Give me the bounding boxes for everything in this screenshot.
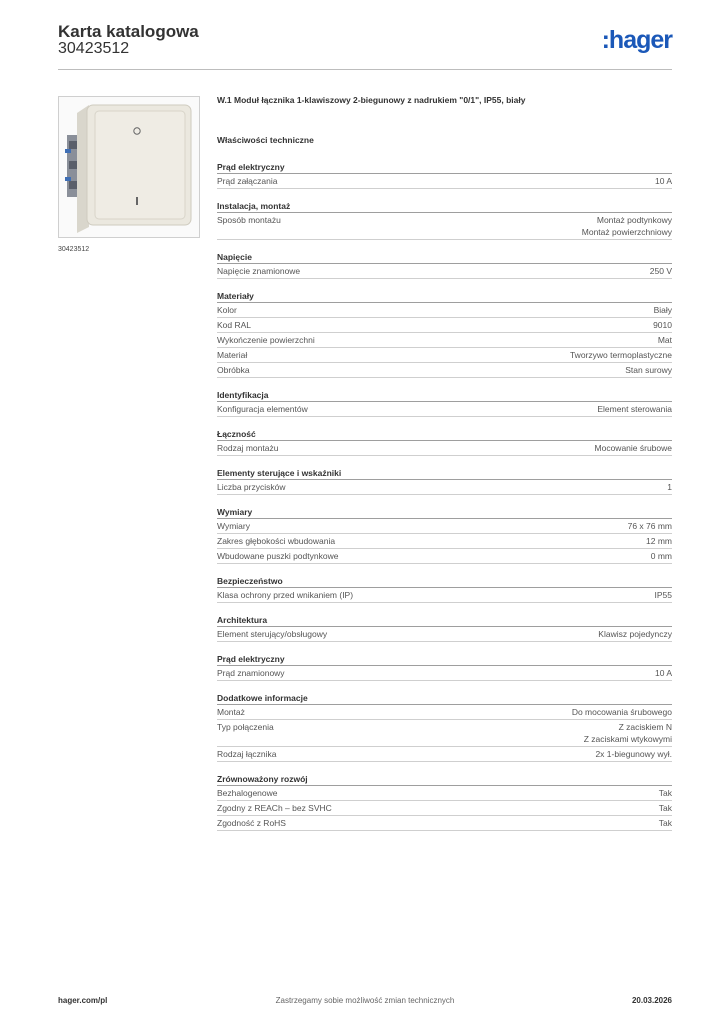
document-title: Karta katalogowa (58, 22, 199, 41)
spec-value (598, 628, 672, 640)
spec-value (655, 175, 672, 187)
spec-group-title: Instalacja, montaż (217, 199, 672, 213)
spec-value (658, 334, 672, 346)
spec-value-line: Element sterowania (597, 404, 672, 414)
spec-row (217, 705, 672, 720)
footer-website[interactable]: hager.com/pl (58, 996, 108, 1005)
spec-group-title: Identyfikacja (217, 388, 672, 402)
spec-value-line: 9010 (653, 320, 672, 330)
spec-value (653, 319, 672, 331)
spec-row (217, 480, 672, 495)
document-number: 30423512 (58, 40, 130, 57)
spec-value (650, 265, 672, 277)
footer-disclaimer: Zastrzegamy sobie możliwość zmian technicznych (275, 996, 455, 1005)
spec-value (572, 706, 672, 718)
spec-row (217, 174, 672, 189)
spec-label: Typ połączenia (217, 722, 274, 732)
spec-value-line: 10 A (654, 668, 672, 678)
spec-label: Kod RAL (217, 320, 252, 330)
spec-value (655, 667, 672, 679)
spec-value-line: Do mocowania śrubowego (571, 707, 672, 717)
spec-label: Zakres głębokości wbudowania (217, 536, 336, 546)
spec-row (217, 441, 672, 456)
spec-label: Liczba przycisków (217, 482, 286, 492)
spec-value-line: Montaż powierzchniowy (581, 227, 672, 237)
spec-value-line: 12 mm (646, 536, 672, 546)
spec-label: Kolor (217, 305, 237, 315)
spec-label: Rodzaj łącznika (217, 749, 277, 759)
properties-heading: Właściwości techniczne (217, 135, 314, 145)
spec-label: Wymiary (217, 521, 250, 531)
spec-label: Bezhalogenowe (217, 788, 278, 798)
spec-value-line: 76 x 76 mm (627, 521, 672, 531)
spec-group-title: Łączność (217, 427, 672, 441)
spec-label: Wbudowane puszki podtynkowe (217, 551, 339, 561)
spec-label: Zgodność z RoHS (217, 818, 286, 828)
spec-label: Konfiguracja elementów (217, 404, 308, 414)
footer-date: 20.03.2026 (631, 996, 672, 1005)
spec-value-line: Tak (658, 803, 672, 813)
spec-value (651, 550, 672, 562)
spec-group-title: Napięcie (217, 250, 672, 264)
spec-group (217, 250, 672, 279)
spec-label: Materiał (217, 350, 248, 360)
spec-value-line: 1 (667, 482, 672, 492)
spec-value (667, 481, 672, 493)
spec-group (217, 427, 672, 456)
spec-value (597, 403, 672, 415)
spec-value-line: 10 A (654, 176, 672, 186)
spec-group (217, 613, 672, 642)
spec-value-line: 0 mm (650, 551, 672, 561)
spec-label: Klasa ochrony przed wnikaniem (IP) (217, 590, 354, 600)
spec-row (217, 303, 672, 318)
spec-value (655, 589, 673, 601)
product-image-caption: 30423512 (58, 246, 90, 253)
page-footer (58, 996, 672, 1010)
product-title: W.1 Moduł łącznika 1-klawiszowy 2-biegunowy z nadrukiem "0/1", IP55, biały (217, 95, 526, 105)
spec-row (217, 402, 672, 417)
spec-group (217, 505, 672, 564)
spec-group-title: Zrównoważony rozwój (217, 772, 672, 786)
spec-label: Prąd znamionowy (217, 668, 285, 678)
spec-label: Montaż (217, 707, 245, 717)
spec-group-title: Materiały (217, 289, 672, 303)
spec-value-line: Mat (657, 335, 672, 345)
spec-row (217, 720, 672, 747)
spec-label: Zgodny z REACh – bez SVHC (217, 803, 332, 813)
spec-value (595, 748, 672, 760)
spec-value-line: Biały (653, 305, 672, 315)
spec-value-line: Z zaciskami wtykowymi (583, 734, 672, 744)
spec-group-title: Prąd elektryczny (217, 652, 672, 666)
spec-value (584, 721, 672, 745)
spec-value (659, 817, 672, 829)
spec-value-line: Montaż podtynkowy (596, 215, 672, 225)
spec-label: Wykończenie powierzchni (217, 335, 315, 345)
spec-value (582, 214, 672, 238)
spec-value (654, 304, 672, 316)
spec-row (217, 786, 672, 801)
spec-row (217, 747, 672, 762)
spec-value (659, 802, 672, 814)
spec-value-line: Klawisz pojedynczy (598, 629, 672, 639)
hager-logo: :hager (601, 26, 672, 54)
spec-row (217, 588, 672, 603)
spec-value (570, 349, 672, 361)
spec-group-title: Bezpieczeństwo (217, 574, 672, 588)
spec-value-line: Mocowanie śrubowe (594, 443, 672, 453)
spec-row (217, 801, 672, 816)
spec-value-line: Stan surowy (625, 365, 672, 375)
spec-groups (217, 160, 672, 831)
spec-row (217, 627, 672, 642)
spec-group-title: Elementy sterujące i wskaźniki (217, 466, 672, 480)
spec-value (646, 535, 672, 547)
spec-group (217, 160, 672, 189)
spec-group (217, 466, 672, 495)
spec-row (217, 549, 672, 564)
spec-label: Rodzaj montażu (217, 443, 279, 453)
spec-group (217, 772, 672, 831)
spec-value-line: Tworzywo termoplastyczne (569, 350, 672, 360)
spec-row (217, 816, 672, 831)
spec-group-title: Dodatkowe informacje (217, 691, 672, 705)
spec-value-line: Tak (658, 788, 672, 798)
spec-group (217, 199, 672, 240)
spec-group-title: Architektura (217, 613, 672, 627)
spec-group (217, 289, 672, 378)
spec-row (217, 213, 672, 240)
spec-content (217, 95, 672, 841)
page-header (58, 20, 672, 70)
spec-label: Sposób montażu (217, 215, 281, 225)
spec-row (217, 348, 672, 363)
product-image (58, 96, 200, 238)
spec-group (217, 388, 672, 417)
spec-value-line: Tak (658, 818, 672, 828)
spec-group (217, 691, 672, 762)
spec-row (217, 363, 672, 378)
spec-value-line: 2x 1-biegunowy wył. (595, 749, 672, 759)
spec-group (217, 652, 672, 681)
spec-row (217, 264, 672, 279)
spec-label: Element sterujący/obsługowy (217, 629, 328, 639)
spec-row (217, 318, 672, 333)
spec-row (217, 519, 672, 534)
switch-module-illustration (59, 97, 199, 237)
spec-value-line: IP55 (654, 590, 672, 600)
spec-row (217, 666, 672, 681)
spec-group-title: Prąd elektryczny (217, 160, 672, 174)
spec-label: Prąd załączania (217, 176, 278, 186)
spec-value-line: Z zaciskiem N (618, 722, 672, 732)
spec-value (595, 442, 672, 454)
spec-group (217, 574, 672, 603)
spec-label: Obróbka (217, 365, 250, 375)
spec-value (659, 787, 672, 799)
spec-value-line: 250 V (649, 266, 672, 276)
spec-group-title: Wymiary (217, 505, 672, 519)
spec-value (625, 364, 672, 376)
spec-row (217, 534, 672, 549)
spec-row (217, 333, 672, 348)
spec-value (628, 520, 672, 532)
spec-label: Napięcie znamionowe (217, 266, 301, 276)
